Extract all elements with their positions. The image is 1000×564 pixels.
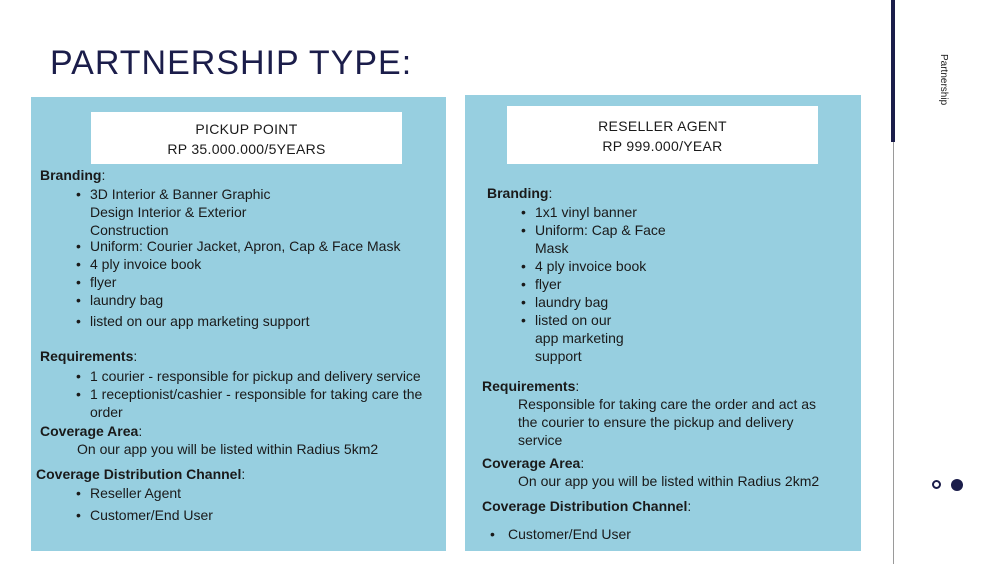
reseller-agent-panel xyxy=(465,95,861,551)
coverage-heading: Coverage Area: xyxy=(40,423,143,439)
reseller-agent-header xyxy=(507,106,818,164)
distribution-heading-text: Coverage Distribution Channel xyxy=(36,466,242,482)
coverage-heading-text: Coverage Area xyxy=(40,423,139,439)
slide-indicator-dot-active[interactable] xyxy=(951,479,963,491)
plan-price: RP 999.000/YEAR xyxy=(602,138,723,154)
branding-list xyxy=(521,203,721,221)
distribution-heading: Coverage Distribution Channel: xyxy=(36,466,246,482)
list-item: • Uniform: Courier Jacket, Apron, Cap & Face Mask xyxy=(76,237,436,255)
list-item: • laundry bag xyxy=(76,291,436,309)
plan-name: PICKUP POINT xyxy=(195,121,298,137)
distribution-heading-text: Coverage Distribution Channel xyxy=(482,498,688,514)
list-item: • 3D Interior & Banner Graphic Design Interior & Exterior Construction xyxy=(76,185,276,239)
coverage-text: On our app you will be listed within Radius 5km2 xyxy=(77,441,379,457)
divider-line xyxy=(893,142,894,564)
list-item: • laundry bag xyxy=(521,293,681,311)
branding-heading-text: Branding xyxy=(40,167,102,183)
coverage-heading-text: Coverage Area xyxy=(482,455,581,471)
list-item: • Customer/End User xyxy=(490,525,790,543)
branding-heading: Branding: xyxy=(487,185,553,201)
branding-heading: Branding: xyxy=(40,167,106,183)
slide-indicator-dot-inactive[interactable] xyxy=(932,480,941,489)
requirements-text: Responsible for taking care the order and act as the courier to ensure the pickup and delivery service xyxy=(518,396,817,448)
branding-list xyxy=(76,185,276,239)
plan-price: RP 35.000.000/5YEARS xyxy=(167,141,326,157)
list-item: • flyer xyxy=(521,275,681,293)
list-item: • 1x1 vinyl banner xyxy=(521,203,721,221)
accent-bar xyxy=(891,0,895,142)
section-label: Partnership xyxy=(938,54,949,106)
distribution-list xyxy=(76,484,376,524)
requirements-heading: Requirements: xyxy=(40,348,138,364)
plan-name: RESELLER AGENT xyxy=(598,118,727,134)
requirements-heading: Requirements: xyxy=(482,378,580,394)
branding-list-last xyxy=(521,311,631,365)
list-item: • Uniform: Cap & Face Mask xyxy=(521,221,681,257)
branding-list-continued xyxy=(76,237,436,330)
list-item: • listed on our app marketing support xyxy=(76,312,436,330)
requirements-list xyxy=(76,367,436,421)
list-item: • 1 courier - responsible for pickup and delivery service xyxy=(76,367,436,385)
list-item: • Reseller Agent xyxy=(76,484,376,502)
distribution-list xyxy=(490,525,790,543)
requirements-heading-text: Requirements xyxy=(40,348,134,364)
list-item: • 4 ply invoice book xyxy=(521,257,681,275)
requirements-heading-text: Requirements xyxy=(482,378,576,394)
coverage-heading: Coverage Area: xyxy=(482,455,585,471)
list-item: • listed on our app marketing support xyxy=(521,311,631,365)
coverage-text: On our app you will be listed within Radius 2km2 xyxy=(518,473,820,489)
list-item: • 4 ply invoice book xyxy=(76,255,436,273)
distribution-heading: Coverage Distribution Channel: xyxy=(482,498,692,514)
list-item: • flyer xyxy=(76,273,436,291)
list-item: • 1 receptionist/cashier - responsible for taking care the order xyxy=(76,385,436,421)
branding-list-continued xyxy=(521,221,681,311)
pickup-point-header xyxy=(91,112,402,164)
pickup-point-panel xyxy=(31,97,446,551)
list-item: • Customer/End User xyxy=(76,506,376,524)
branding-heading-text: Branding xyxy=(487,185,549,201)
page-title: PARTNERSHIP TYPE: xyxy=(50,44,413,82)
